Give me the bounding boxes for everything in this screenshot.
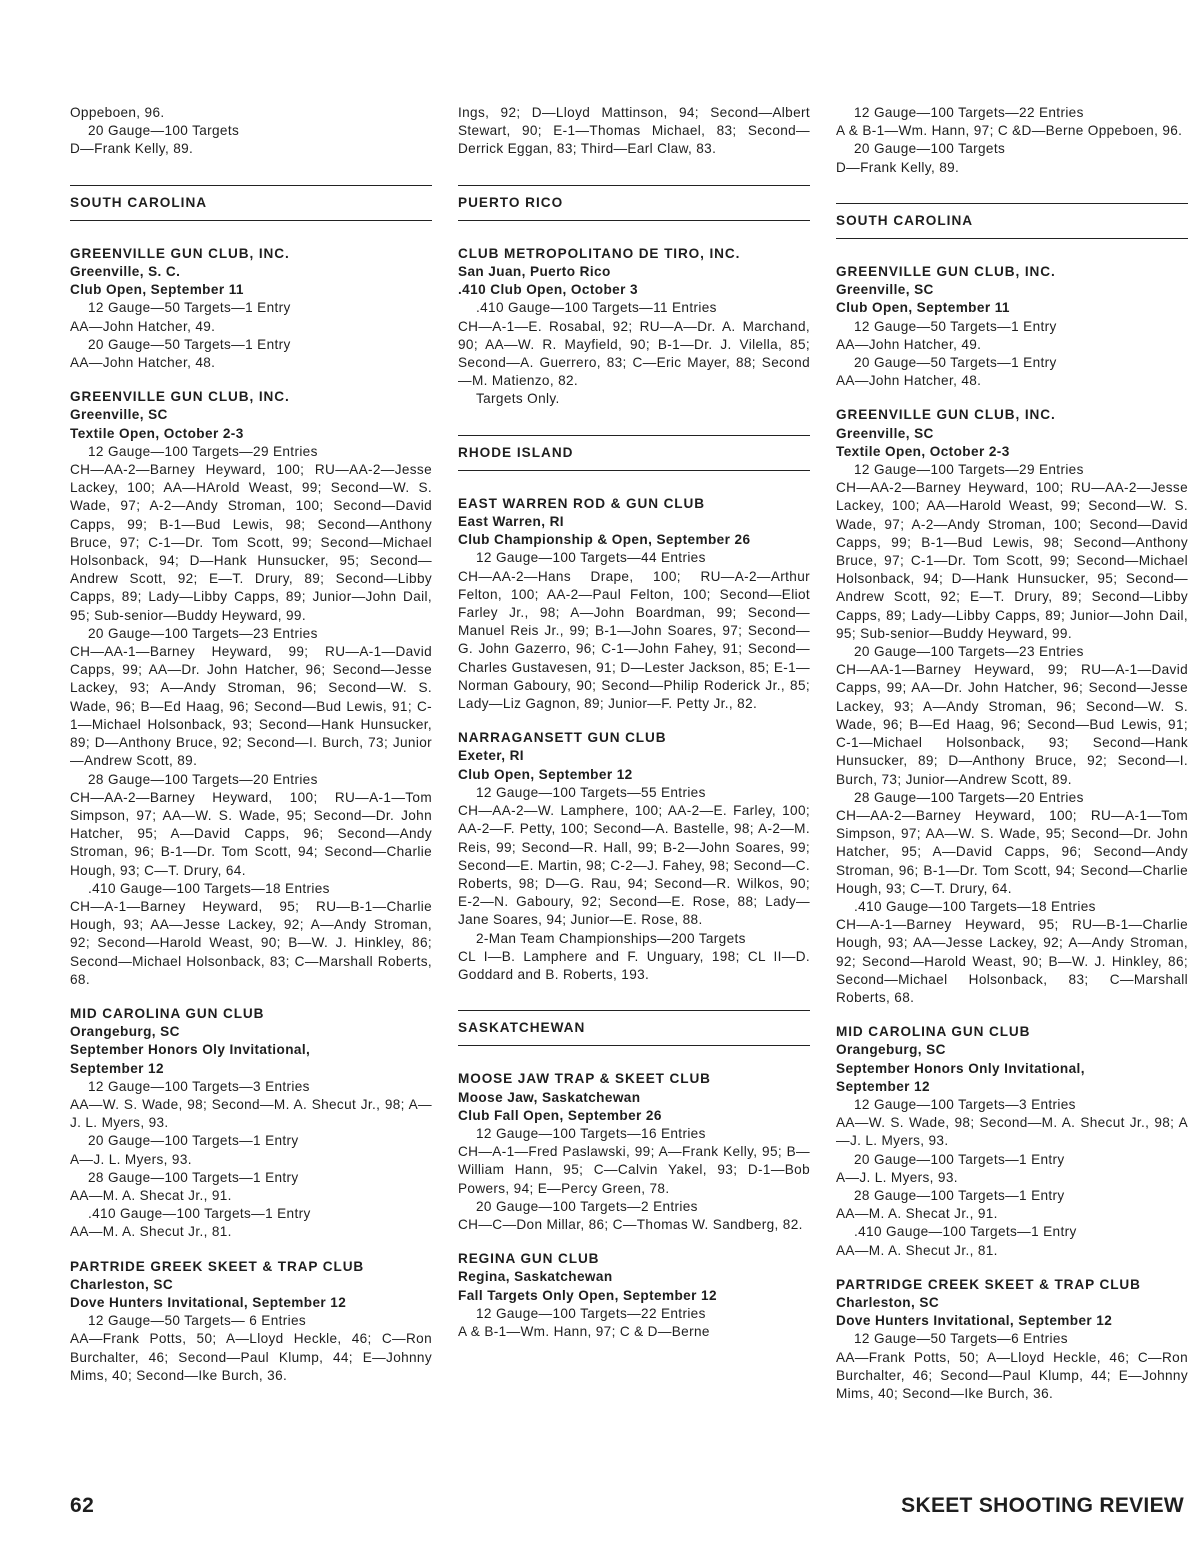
event-heading: Textile Open, October 2-3 [836, 443, 1010, 459]
result-paragraph: AA—W. S. Wade, 98; Second—M. A. Shecut Jr., 98; A—J. L. Myers, 93. [836, 1115, 1188, 1149]
result-paragraph: A—J. L. Myers, 93. [836, 1169, 958, 1185]
club-name: MID CAROLINA GUN CLUB [70, 1005, 265, 1021]
publication-title: SKEET SHOOTING REVIEW [901, 1494, 1184, 1517]
event-line: 20 Gauge—100 Targets [854, 141, 1006, 157]
event-line: 12 Gauge—100 Targets—22 Entries [476, 1305, 706, 1321]
club-name: MID CAROLINA GUN CLUB [836, 1024, 1031, 1040]
club-name: EAST WARREN ROD & GUN CLUB [458, 495, 705, 511]
event-line: 20 Gauge—100 Targets [88, 123, 240, 139]
event-line: 12 Gauge—100 Targets—22 Entries [854, 105, 1084, 120]
event-heading: Dove Hunters Invitational, September 12 [70, 1294, 347, 1310]
event-line: 12 Gauge—50 Targets—1 Entry [88, 300, 291, 316]
event-heading: Charleston, SC [70, 1276, 174, 1292]
event-heading: September Honors Only Invitational, [836, 1060, 1085, 1076]
page-number: 62 [70, 1494, 95, 1517]
club-name: GREENVILLE GUN CLUB, INC. [836, 407, 1056, 423]
club-name: GREENVILLE GUN CLUB, INC. [70, 389, 290, 405]
result-paragraph: CL I—B. Lamphere and F. Unguary, 198; CL II—D. Goddard and B. Roberts, 193. [458, 948, 810, 982]
event-heading: Dove Hunters Invitational, September 12 [836, 1313, 1113, 1329]
section-heading: SOUTH CAROLINA [70, 185, 432, 221]
result-paragraph: AA—John Hatcher, 48. [836, 373, 982, 389]
event-heading: Club Open, September 11 [70, 282, 244, 298]
event-line: 12 Gauge—100 Targets—44 Entries [476, 550, 706, 566]
section-heading: SOUTH CAROLINA [836, 203, 1188, 239]
result-paragraph: CH—AA-2—Barney Heyward, 100; RU—A-1—Tom Simpson, 97; AA—W. S. Wade, 95; Second—Dr. John Hatcher, 95; A—David Capps, 96; Second—Andy Stroman, 96; B-1—Dr. Tom Scott, 94; Second—Charlie Hough, 93; C—T. Drury, 64. [836, 807, 1188, 896]
result-paragraph: AA—John Hatcher, 48. [70, 355, 216, 371]
result-paragraph: CH—A-1—Barney Heyward, 95; RU—B-1—Charlie Hough, 93; AA—Jesse Lackey, 92; A—Andy Stroman, 92; Second—Harold Weast, 90; B—W. J. Hinkley, 86; Second—Michael Holsonback, 83; C—Marshall Roberts, 68. [836, 917, 1188, 1005]
event-line: .410 Gauge—100 Targets—18 Entries [88, 880, 330, 896]
event-line: 12 Gauge—100 Targets—3 Entries [88, 1078, 310, 1094]
club-name: REGINA GUN CLUB [458, 1251, 600, 1267]
event-heading: Greenville, SC [70, 407, 168, 423]
result-paragraph: A & B-1—Wm. Hann, 97; C &D—Berne Oppeboen, 96. [836, 123, 1183, 139]
result-paragraph: CH—AA-1—Barney Heyward, 99; RU—A-1—David Capps, 99; AA—Dr. John Hatcher, 96; Second—Jesse Lackey, 93; A—Andy Stroman, 96; Second—W. S. Wade, 96; B—Ed Haag, 96; Second—Bud Lewis, 91; C-1—Michael Holsonback, 93; Second—Hank Hunsucker, 89; D—Anthony Bruce, 92; Second—I. Burch, 73; Junior—Andrew Scott, 89. [836, 662, 1188, 787]
event-line: 28 Gauge—100 Targets—20 Entries [854, 789, 1084, 805]
event-line: 28 Gauge—100 Targets—20 Entries [88, 771, 318, 787]
column-3 [836, 104, 1188, 1403]
event-heading: Exeter, RI [458, 748, 524, 764]
event-line: 12 Gauge—50 Targets—1 Entry [854, 318, 1057, 334]
event-heading: Greenville, S. C. [70, 264, 181, 280]
event-heading: Club Open, September 12 [458, 766, 633, 782]
result-paragraph: CH—A-1—Fred Paslawski, 99; A—Frank Kelly, 95; B—William Hann, 95; C—Calvin Yakel, 93; D-1—Bob Powers, 94; E—Percy Green, 78. [458, 1144, 810, 1196]
event-heading: September 12 [836, 1078, 930, 1094]
event-line: 28 Gauge—100 Targets—1 Entry [854, 1187, 1065, 1203]
event-line: Targets Only. [476, 391, 560, 407]
result-paragraph: AA—W. S. Wade, 98; Second—M. A. Shecut Jr., 98; A—J. L. Myers, 93. [70, 1096, 432, 1131]
event-line: 12 Gauge—100 Targets—29 Entries [854, 462, 1084, 478]
column-2 [458, 104, 810, 1341]
event-line: .410 Gauge—100 Targets—1 Entry [88, 1206, 311, 1222]
result-paragraph: D—Frank Kelly, 89. [70, 141, 194, 157]
result-paragraph: CH—A-1—E. Rosabal, 92; RU—A—Dr. A. Marchand, 90; AA—W. R. Mayfield, 90; B-1—Dr. J. Vilella, 85; Second—A. Guerrero, 83; C—Eric Mayer, 88; Second—M. Matienzo, 82. [458, 318, 810, 389]
event-heading: Orangeburg, SC [70, 1024, 180, 1040]
result-paragraph: CH—AA-2—Barney Heyward, 100; RU—AA-2—Jesse Lackey, 100; AA—HArold Weast, 99; Second—W. S. Wade, 97; A-2—Andy Stroman, 100; Second—David Capps, 99; B-1—Bud Lewis, 98; Second—Anthony Bruce, 97; C-1—Dr. Tom Scott, 99; Second—Michael Holsonback, 94; D—Hank Hunsucker, 95; Second—Andrew Scott, 92; E—T. Drury, 89; Second—Libby Capps, 89; Lady—Libby Capps, 89; Junior—John Dail, 95; Sub-senior—Buddy Heyward, 99. [70, 462, 432, 623]
result-paragraph: AA—M. A. Shecut Jr., 81. [70, 1224, 232, 1240]
event-line: 20 Gauge—50 Targets—1 Entry [854, 355, 1057, 371]
event-line: 12 Gauge—50 Targets— 6 Entries [88, 1313, 307, 1329]
club-name: GREENVILLE GUN CLUB, INC. [836, 264, 1056, 280]
result-paragraph: AA—M. A. Shecat Jr., 91. [836, 1206, 998, 1222]
event-heading: .410 Club Open, October 3 [458, 282, 638, 298]
event-heading: Club Championship & Open, September 26 [458, 532, 751, 548]
result-paragraph: CH—A-1—Barney Heyward, 95; RU—B-1—Charlie Hough, 93; AA—Jesse Lackey, 92; A—Andy Stroman, 92; Second—Harold Weast, 90; B—W. J. Hinkley, 86; Second—Michael Holsonback, 83; C—Marshall Roberts, 68. [70, 898, 432, 987]
event-heading: Greenville, SC [836, 425, 934, 441]
event-line: 12 Gauge—100 Targets—29 Entries [88, 443, 318, 459]
event-heading: San Juan, Puerto Rico [458, 264, 611, 280]
result-paragraph: AA—M. A. Shecat Jr., 91. [70, 1187, 232, 1203]
event-line: 28 Gauge—100 Targets—1 Entry [88, 1169, 299, 1185]
result-paragraph: CH—C—Don Millar, 86; C—Thomas W. Sandberg, 82. [458, 1216, 803, 1232]
event-heading: Fall Targets Only Open, September 12 [458, 1287, 717, 1303]
result-paragraph: AA—John Hatcher, 49. [836, 336, 982, 352]
event-line: 20 Gauge—100 Targets—23 Entries [88, 625, 318, 641]
club-name: CLUB METROPOLITANO DE TIRO, INC. [458, 245, 741, 261]
event-line: 12 Gauge—100 Targets—3 Entries [854, 1096, 1076, 1112]
event-heading: Orangeburg, SC [836, 1042, 946, 1058]
result-paragraph: CH—AA-2—Hans Drape, 100; RU—A-2—Arthur Felton, 100; AA-2—Paul Felton, 100; Second—Eliot Farley Jr., 98; A—John Boardman, 99; Second—Manuel Reis Jr., 99; B-1—John Soares, 97; Second—G. John Gazerro, 96; C-1—John Fahey, 91; Second—Charles Gustavesen, 91; D—Lester Jackson, 85; E-1—Norman Gaboury, 90; Second—Philip Roderick Jr., 85; Lady—Liz Gagnon, 89; Junior—F. Petty Jr., 82. [458, 568, 810, 712]
result-paragraph: AA—Frank Potts, 50; A—Lloyd Heckle, 46; C—Ron Burchalter, 46; Second—Paul Klump, 44; E—Johnny Mims, 40; Second—Ike Burch, 36. [70, 1331, 432, 1383]
event-line: 12 Gauge—100 Targets—16 Entries [476, 1125, 706, 1141]
result-paragraph: AA—Frank Potts, 50; A—Lloyd Heckle, 46; C—Ron Burchalter, 46; Second—Paul Klump, 44; E—Johnny Mims, 40; Second—Ike Burch, 36. [836, 1349, 1188, 1401]
event-heading: Charleston, SC [836, 1294, 940, 1310]
event-line: 2-Man Team Championships—200 Targets [476, 930, 746, 946]
event-line: 20 Gauge—100 Targets—2 Entries [476, 1198, 698, 1214]
event-heading: Club Open, September 11 [836, 300, 1010, 316]
result-paragraph: AA—John Hatcher, 49. [70, 318, 216, 334]
section-heading: PUERTO RICO [458, 185, 810, 221]
club-name: NARRAGANSETT GUN CLUB [458, 730, 667, 746]
event-line: 20 Gauge—100 Targets—1 Entry [854, 1151, 1065, 1167]
event-line: 12 Gauge—100 Targets—55 Entries [476, 784, 706, 800]
event-line: 20 Gauge—100 Targets—23 Entries [854, 644, 1084, 660]
event-heading: Regina, Saskatchewan [458, 1269, 613, 1285]
result-paragraph: CH—AA-1—Barney Heyward, 99; RU—A-1—David Capps, 99; AA—Dr. John Hatcher, 96; Second—Jesse Lackey, 93; A—Andy Stroman, 96; Second—W. S. Wade, 96; B—Ed Haag, 96; Second—Bud Lewis, 91; C-1—Michael Holsonback, 93; Second—Hank Hunsucker, 89; D—Anthony Bruce, 92; Second—I. Burch, 73; Junior—Andrew Scott, 89. [70, 644, 432, 769]
event-line: .410 Gauge—100 Targets—11 Entries [476, 300, 717, 316]
event-line: .410 Gauge—100 Targets—18 Entries [854, 898, 1096, 914]
result-paragraph: CH—AA-2—W. Lamphere, 100; AA-2—E. Farley, 100; AA-2—F. Petty, 100; Second—A. Bastelle, 98; A-2—M. Reis, 99; Second—R. Hall, 99; B-2—John Soares, 99; Second—E. Martin, 98; C-2—J. Fahey, 98; Second—C. Roberts, 98; D—G. Rau, 94; Second—R. Wilkos, 90; E-2—N. Gaboury, 92; Second—E. Rose, 88; Lady—Jane Soares, 94; Junior—E. Rose, 88. [458, 803, 810, 928]
section-heading: SASKATCHEWAN [458, 1010, 810, 1046]
section-heading: RHODE ISLAND [458, 435, 810, 471]
event-line: .410 Gauge—100 Targets—1 Entry [854, 1224, 1077, 1240]
club-name: GREENVILLE GUN CLUB, INC. [70, 245, 290, 261]
result-paragraph: CH—AA-2—Barney Heyward, 100; RU—A-1—Tom Simpson, 97; AA—W. S. Wade, 95; Second—Dr. John Hatcher, 95; A—David Capps, 96; Second—Andy Stroman, 96; B-1—Dr. Tom Scott, 94; Second—Charlie Hough, 93; C—T. Drury, 64. [70, 789, 432, 878]
event-heading: East Warren, RI [458, 514, 564, 530]
event-heading: Textile Open, October 2-3 [70, 425, 244, 441]
result-paragraph: A & B-1—Wm. Hann, 97; C & D—Berne [458, 1323, 710, 1339]
club-name: PARTRIDGE CREEK SKEET & TRAP CLUB [836, 1276, 1141, 1292]
event-heading: Moose Jaw, Saskatchewan [458, 1089, 641, 1105]
event-line: 12 Gauge—50 Targets—6 Entries [854, 1331, 1068, 1347]
event-heading: Greenville, SC [836, 282, 934, 298]
club-name: PARTRIDE GREEK SKEET & TRAP CLUB [70, 1258, 365, 1274]
event-heading: Club Fall Open, September 26 [458, 1107, 662, 1123]
result-paragraph: Ings, 92; D—Lloyd Mattinson, 94; Second—Albert Stewart, 90; E-1—Thomas Michael, 83; Second—Derrick Eggan, 83; Third—Earl Claw, 83. [458, 105, 810, 157]
result-paragraph: Oppeboen, 96. [70, 105, 165, 120]
result-paragraph: D—Frank Kelly, 89. [836, 159, 960, 175]
result-paragraph: CH—AA-2—Barney Heyward, 100; RU—AA-2—Jesse Lackey, 100; AA—Harold Weast, 99; Second—W. S. Wade, 97; A-2—Andy Stroman, 100; Second—David Capps, 99; B-1—Bud Lewis, 98; Second—Anthony Bruce, 97; C-1—Dr. Tom Scott, 99; Second—Michael Holsonback, 94; D—Hank Hunsucker, 95; Second—Andrew Scott, 92; E—T. Drury, 89; Second—Libby Capps, 89; Lady—Libby Capps, 89; Junior—John Dail, 95; Sub-senior—Buddy Heyward, 99. [836, 480, 1188, 641]
event-line: 20 Gauge—50 Targets—1 Entry [88, 336, 291, 352]
column-1 [70, 104, 432, 1385]
event-heading: September Honors Oly Invitational, [70, 1042, 311, 1058]
result-paragraph: A—J. L. Myers, 93. [70, 1151, 192, 1167]
result-paragraph: AA—M. A. Shecut Jr., 81. [836, 1242, 998, 1258]
event-heading: September 12 [70, 1060, 164, 1076]
event-line: 20 Gauge—100 Targets—1 Entry [88, 1133, 299, 1149]
club-name: MOOSE JAW TRAP & SKEET CLUB [458, 1071, 711, 1087]
